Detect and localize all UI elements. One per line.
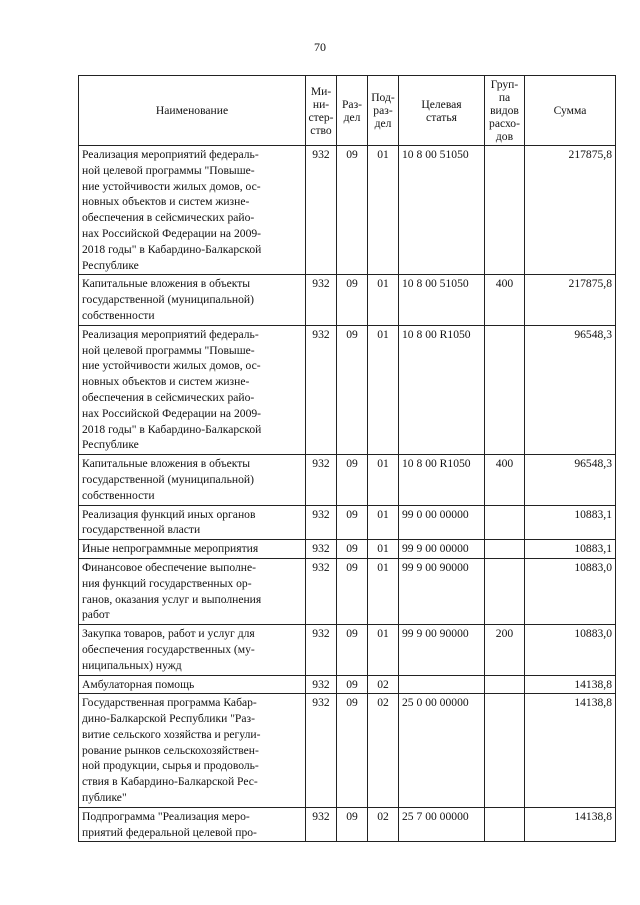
- cell-target: 10 8 00 51050: [399, 146, 485, 275]
- header-name: Наименование: [79, 76, 306, 146]
- cell-name: Реализация функций иных органов государственной власти: [79, 505, 306, 540]
- cell-group: [485, 807, 525, 842]
- page-number: 70: [314, 40, 326, 54]
- cell-name: Капитальные вложения в объекты государственной (муниципальной) собственности: [79, 275, 306, 325]
- cell-section: 09: [337, 455, 368, 505]
- cell-name: Государственная программа Кабар- дино-Балкарской Республики "Раз- витие сельского хозяйства и регули- рование рынков сельскохозяйствен- ной продукции, сырья и продоволь- ствия в Кабардино-Балкарской Рес- публике": [79, 694, 306, 808]
- cell-group: [485, 146, 525, 275]
- cell-target: 10 8 00 R1050: [399, 325, 485, 454]
- cell-subsection: 01: [368, 505, 399, 540]
- cell-sum: 14138,8: [525, 807, 616, 842]
- cell-ministry: 932: [306, 625, 337, 675]
- cell-section: 09: [337, 275, 368, 325]
- cell-ministry: 932: [306, 325, 337, 454]
- cell-subsection: 02: [368, 675, 399, 694]
- cell-sum: 10883,1: [525, 505, 616, 540]
- header-target: Целевая статья: [399, 76, 485, 146]
- table-row: [79, 146, 616, 275]
- cell-subsection: 02: [368, 807, 399, 842]
- cell-subsection: 02: [368, 694, 399, 808]
- cell-group: [485, 540, 525, 559]
- cell-sum: 217875,8: [525, 275, 616, 325]
- cell-sum: 96548,3: [525, 455, 616, 505]
- cell-group: [485, 325, 525, 454]
- cell-name: Амбулаторная помощь: [79, 675, 306, 694]
- cell-name: Реализация мероприятий федераль- ной целевой программы "Повыше- ние устойчивости жилых домов, ос- новных объектов и систем жизне- обеспечения в сейсмических райо- нах Российской Федерации на 2009- 2018 годы" в Кабардино-Балкарской Республике: [79, 146, 306, 275]
- cell-subsection: 01: [368, 540, 399, 559]
- cell-ministry: 932: [306, 558, 337, 624]
- table-row: [79, 558, 616, 624]
- budget-table: [78, 75, 616, 842]
- cell-subsection: 01: [368, 325, 399, 454]
- cell-group: [485, 558, 525, 624]
- table-row: [79, 455, 616, 505]
- table-row: [79, 540, 616, 559]
- table-row: [79, 625, 616, 675]
- cell-sum: 14138,8: [525, 675, 616, 694]
- cell-ministry: 932: [306, 694, 337, 808]
- cell-target: 99 9 00 00000: [399, 540, 485, 559]
- cell-section: 09: [337, 325, 368, 454]
- cell-subsection: 01: [368, 625, 399, 675]
- cell-section: 09: [337, 146, 368, 275]
- header-subsection: Под- раз- дел: [368, 76, 399, 146]
- cell-target: 25 7 00 00000: [399, 807, 485, 842]
- cell-ministry: 932: [306, 455, 337, 505]
- cell-name: Реализация мероприятий федераль- ной целевой программы "Повыше- ние устойчивости жилых домов, ос- новных объектов и систем жизне- обеспечения в сейсмических райо- нах Российской Федерации на 2009- 2018 годы" в Кабардино-Балкарской Республике: [79, 325, 306, 454]
- cell-ministry: 932: [306, 675, 337, 694]
- cell-section: 09: [337, 625, 368, 675]
- cell-ministry: 932: [306, 807, 337, 842]
- cell-sum: 10883,1: [525, 540, 616, 559]
- cell-target: [399, 675, 485, 694]
- cell-ministry: 932: [306, 540, 337, 559]
- cell-sum: 10883,0: [525, 558, 616, 624]
- cell-section: 09: [337, 675, 368, 694]
- cell-group: 400: [485, 455, 525, 505]
- cell-sum: 14138,8: [525, 694, 616, 808]
- cell-subsection: 01: [368, 146, 399, 275]
- cell-sum: 217875,8: [525, 146, 616, 275]
- table-row: [79, 807, 616, 842]
- cell-group: [485, 505, 525, 540]
- cell-subsection: 01: [368, 558, 399, 624]
- cell-subsection: 01: [368, 275, 399, 325]
- cell-name: Иные непрограммные мероприятия: [79, 540, 306, 559]
- cell-section: 09: [337, 505, 368, 540]
- cell-group: 200: [485, 625, 525, 675]
- cell-target: 99 0 00 00000: [399, 505, 485, 540]
- table-row: [79, 505, 616, 540]
- cell-sum: 96548,3: [525, 325, 616, 454]
- cell-group: 400: [485, 275, 525, 325]
- cell-ministry: 932: [306, 505, 337, 540]
- table-row: [79, 694, 616, 808]
- cell-section: 09: [337, 558, 368, 624]
- cell-name: Финансовое обеспечение выполне- ния функций государственных ор- ганов, оказания услуг и выполнения работ: [79, 558, 306, 624]
- cell-target: 99 9 00 90000: [399, 625, 485, 675]
- cell-target: 10 8 00 51050: [399, 275, 485, 325]
- header-section: Раз- дел: [337, 76, 368, 146]
- cell-section: 09: [337, 694, 368, 808]
- cell-target: 99 9 00 90000: [399, 558, 485, 624]
- table-row: [79, 675, 616, 694]
- cell-subsection: 01: [368, 455, 399, 505]
- header-group: Груп- па видов расхо- дов: [485, 76, 525, 146]
- cell-ministry: 932: [306, 146, 337, 275]
- table-header-row: [79, 76, 616, 146]
- cell-section: 09: [337, 540, 368, 559]
- table-row: [79, 275, 616, 325]
- cell-section: 09: [337, 807, 368, 842]
- header-sum: Сумма: [525, 76, 616, 146]
- cell-ministry: 932: [306, 275, 337, 325]
- cell-name: Закупка товаров, работ и услуг для обеспечения государственных (му- ниципальных) нужд: [79, 625, 306, 675]
- cell-name: Подпрограмма "Реализация меро- приятий федеральной целевой про-: [79, 807, 306, 842]
- cell-group: [485, 694, 525, 808]
- cell-group: [485, 675, 525, 694]
- table-row: [79, 325, 616, 454]
- cell-sum: 10883,0: [525, 625, 616, 675]
- cell-target: 25 0 00 00000: [399, 694, 485, 808]
- cell-target: 10 8 00 R1050: [399, 455, 485, 505]
- header-ministry: Ми- ни- стер- ство: [306, 76, 337, 146]
- cell-name: Капитальные вложения в объекты государственной (муниципальной) собственности: [79, 455, 306, 505]
